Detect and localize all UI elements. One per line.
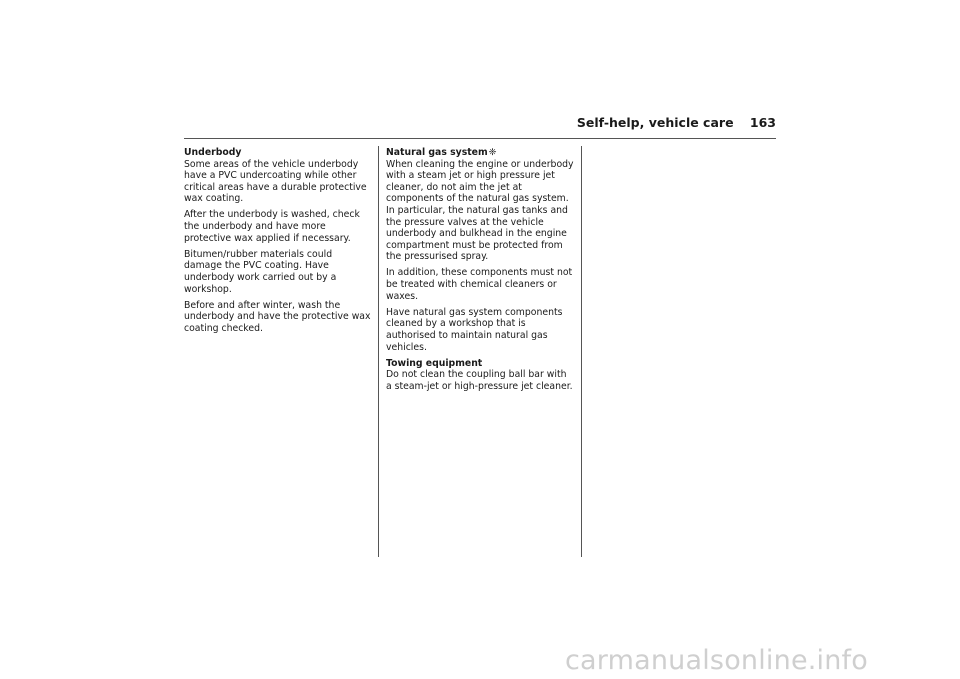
- header-rule: [184, 138, 776, 139]
- left-column: [184, 147, 372, 339]
- paragraph: Bitumen/rubber materials could damage the PVC coating. Have underbody work carried out by a workshop.: [184, 248, 337, 295]
- paragraph: In addition, these components must not be treated with chemical cleaners or waxes.: [386, 267, 573, 302]
- paragraph: Have natural gas system components cleaned by a workshop that is authorised to maintain natural gas vehicles.: [386, 306, 563, 353]
- paragraph: Before and after winter, wash the underbody and have the protective wax coating checked.: [184, 299, 371, 334]
- underbody-heading: Underbody: [184, 147, 242, 158]
- column-divider: [378, 146, 379, 557]
- towing-equipment-heading: Towing equipment: [386, 357, 483, 369]
- paragraph: After the underbody is washed, check the underbody and have more protective wax applied if necessary.: [184, 209, 360, 244]
- natural-gas-heading-text: Natural gas system: [386, 147, 488, 158]
- page-header: [577, 115, 776, 130]
- natural-gas-symbol-icon: ❈: [488, 147, 497, 158]
- paragraph: When cleaning the engine or underbody with a steam jet or high pressure jet cleaner, do not aim the jet at components of the natural gas system. In particular, the natural gas tanks and the pressure valves at the vehicle underbody and bulkhead in the engine compartment must be protected from the pressurised spray.: [386, 158, 574, 263]
- paragraph: Some areas of the vehicle underbody have a PVC undercoating while other critical areas have a durable protective wax coating.: [184, 158, 367, 205]
- column-divider: [581, 146, 582, 557]
- paragraph: Do not clean the coupling ball bar with a steam-jet or high-pressure jet cleaner.: [386, 369, 573, 392]
- section-title: Self-help, vehicle care: [576, 115, 734, 130]
- right-column: [386, 147, 574, 397]
- watermark: carmanualsonline.info: [565, 645, 868, 676]
- page-number: 163: [749, 115, 776, 130]
- natural-gas-heading: [386, 147, 574, 159]
